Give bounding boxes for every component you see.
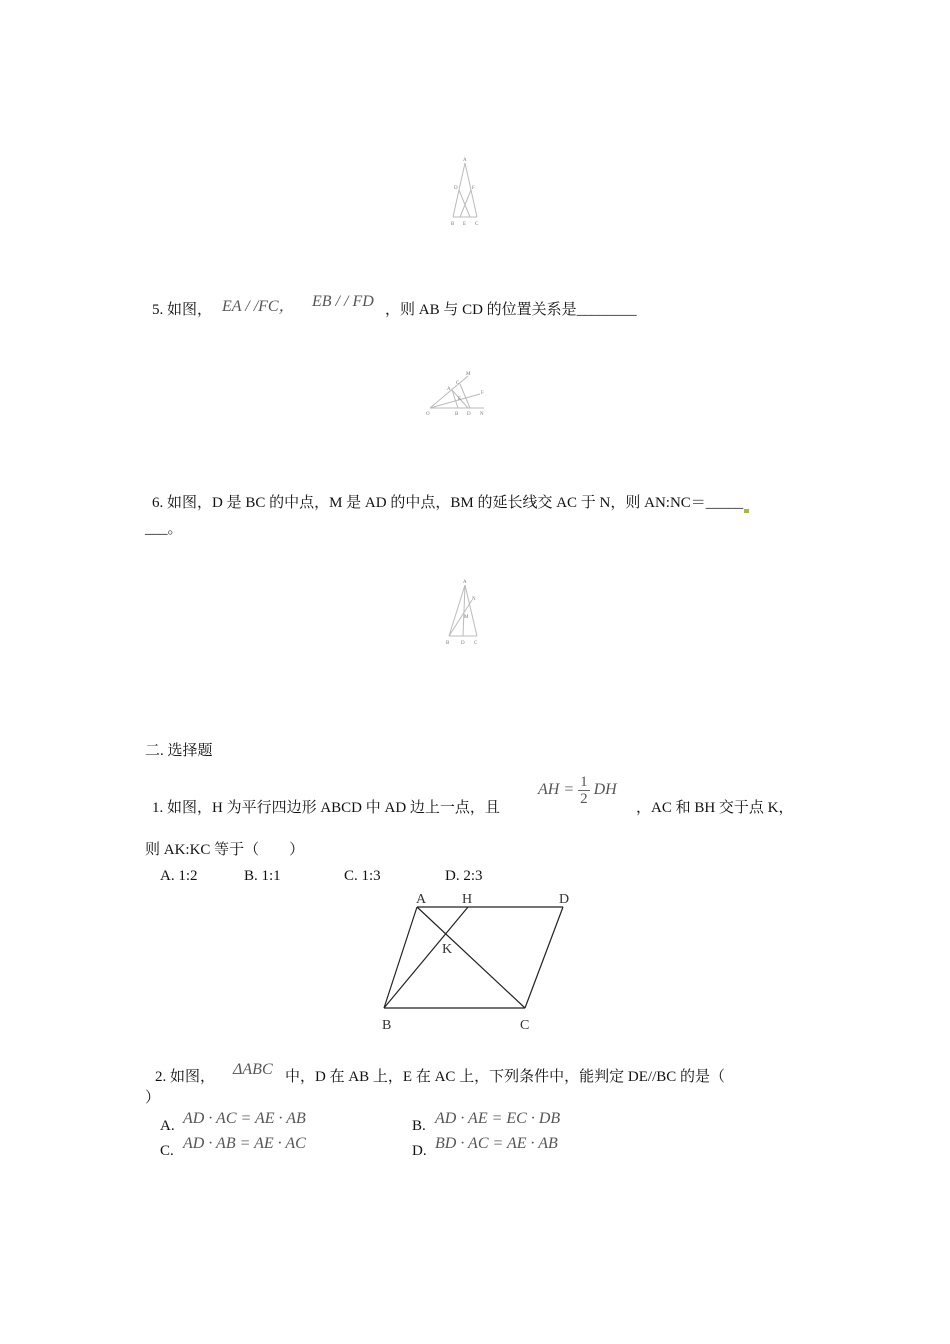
mc2-triangle: ΔABC <box>233 1061 273 1078</box>
fig6-label-M: M <box>464 615 469 620</box>
fig6-label-B: B <box>446 641 450 646</box>
mc2-option-b-letter: B. <box>412 1118 426 1134</box>
label-C: C <box>520 1018 530 1033</box>
mc2-option-b-expr: AD · AE = EC · DB <box>435 1110 561 1127</box>
mc2-option-a-letter: A. <box>160 1118 175 1134</box>
q6-number: 6. <box>152 495 164 511</box>
mc1-option-d[interactable]: D. 2:3 <box>445 868 483 884</box>
mc1-option-b[interactable]: B. 1:1 <box>244 868 281 884</box>
fig6-label-D: D <box>461 641 465 646</box>
edge-DC <box>525 907 563 1008</box>
q6-text: 如图，D 是 BC 的中点，M 是 AD 的中点，BM 的延长线交 AC 于 N，则 AN:NC＝_____ <box>167 495 744 511</box>
q5-prefix: 如图， <box>167 302 213 318</box>
mc2-option-a[interactable] <box>160 1116 175 1136</box>
label-K: K <box>442 942 453 957</box>
fig6-label-N: N <box>472 597 476 602</box>
fig4-label-C: C <box>475 222 479 227</box>
mc1-number: 1. <box>152 800 164 816</box>
mc2-option-c[interactable] <box>160 1141 174 1161</box>
label-A: A <box>416 892 427 907</box>
figure-q5 <box>422 368 497 420</box>
mc2-option-c-expr: AD · AB = AE · AC <box>183 1135 306 1152</box>
label-D: D <box>559 892 570 907</box>
fig6-label-C: C <box>474 641 478 646</box>
q5-number: 5. <box>152 302 164 318</box>
fig5-label-E: E <box>458 397 462 402</box>
mc1-option-a[interactable]: A. 1:2 <box>160 868 198 884</box>
fig5-label-C: C <box>456 381 460 386</box>
mc2-text-before <box>155 1067 215 1087</box>
mc2-option-d-expr: BD · AC = AE · AB <box>435 1135 558 1152</box>
green-marker <box>744 509 749 513</box>
label-B: B <box>382 1018 392 1033</box>
fig5-label-N: N <box>480 412 484 417</box>
mc2-number: 2. <box>155 1069 167 1085</box>
mc1-text-before <box>152 798 500 818</box>
fig5-label-O: O <box>426 412 430 417</box>
mc2-text-after: 中，D 在 AB 上，E 在 AC 上，下列条件中，能判定 DE//BC 的是（ <box>285 1069 726 1085</box>
fig4-label-A: A <box>463 158 467 163</box>
parallelogram-figure <box>370 885 590 1035</box>
figure-q4 <box>445 155 490 230</box>
segment-BH <box>384 907 468 1008</box>
mc1-stem: 如图，H 为平行四边形 ABCD 中 AD 边上一点，且 <box>167 800 500 816</box>
fig4-label-F: F <box>472 186 475 191</box>
mc1-line2: 则 AK:KC 等于（ ） <box>145 842 305 858</box>
mc1-text-after: ，AC 和 BH 交于点 K， <box>636 800 794 816</box>
mc2-option-d-letter: D. <box>412 1143 427 1159</box>
edge-BA <box>384 907 417 1008</box>
q6-line2: ___。 <box>145 521 183 537</box>
mc2-line2: ） <box>145 1090 161 1106</box>
mc1-frac-num: 1 <box>580 774 588 790</box>
label-H: H <box>462 892 473 907</box>
section-2-title: 二. 选择题 <box>145 743 213 759</box>
q5-math-2: EB / / FD <box>312 293 374 310</box>
mc2-option-d[interactable] <box>412 1141 427 1161</box>
fig5-label-D: D <box>467 412 471 417</box>
diagonal-AC <box>417 907 525 1008</box>
fig4-label-D: D <box>454 186 458 191</box>
q5-math-1: EA / /FC， <box>222 298 295 315</box>
mc2-option-a-expr: AD · AC = AE · AB <box>183 1110 306 1127</box>
q5-suffix: ，则 AB 与 CD 的位置关系是________ <box>385 302 637 318</box>
fig4-label-B: B <box>451 222 455 227</box>
fig5-label-A: A <box>447 387 451 392</box>
mc1-option-c[interactable]: C. 1:3 <box>344 868 381 884</box>
mc2-option-b[interactable] <box>412 1116 426 1136</box>
mc1-fraction <box>578 774 590 807</box>
mc1-math-right: DH <box>593 781 617 799</box>
fig4-label-E: E <box>463 222 467 227</box>
fig5-label-F: F <box>481 391 484 396</box>
question-5 <box>152 300 212 320</box>
question-6 <box>152 493 749 513</box>
mc1-formula <box>538 774 617 807</box>
mc2-prefix: 如图， <box>170 1069 216 1085</box>
mc1-frac-den: 2 <box>580 791 588 807</box>
mc1-math-left: AH = <box>538 781 575 799</box>
figure-q6 <box>440 578 490 648</box>
fig5-label-B: B <box>455 412 459 417</box>
fig6-label-A: A <box>463 580 467 585</box>
fig5-label-M: M <box>466 372 471 377</box>
mc2-option-c-letter: C. <box>160 1143 174 1159</box>
